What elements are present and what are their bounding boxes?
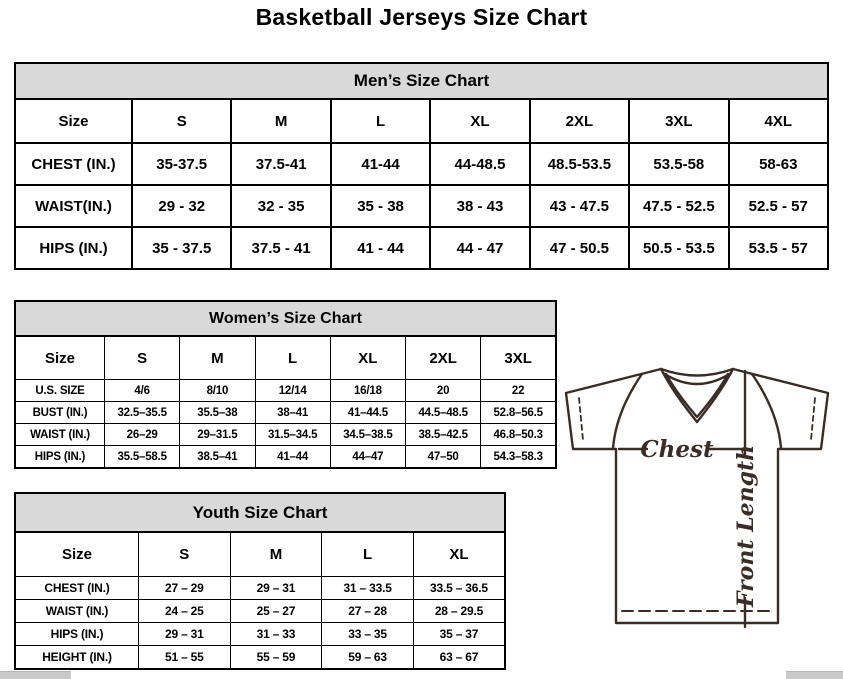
size-header-row <box>15 99 828 143</box>
column-header: XL <box>330 336 405 380</box>
row-label: HEIGHT (IN.) <box>15 646 139 670</box>
size-value-cell: 31.5–34.5 <box>255 424 330 446</box>
mens-size-table <box>14 98 829 270</box>
measurement-row <box>15 623 505 646</box>
size-value-cell: 59 – 63 <box>322 646 414 670</box>
size-value-cell: 50.5 - 53.5 <box>629 227 728 269</box>
size-value-cell: 37.5 - 41 <box>231 227 330 269</box>
mens-size-chart <box>14 62 829 270</box>
size-column-label: Size <box>15 336 105 380</box>
measurement-row <box>15 380 556 402</box>
row-label: WAIST (IN.) <box>15 600 139 623</box>
mens-chart-title: Men’s Size Chart <box>14 62 829 100</box>
size-value-cell: 24 – 25 <box>139 600 231 623</box>
size-value-cell: 52.8–56.5 <box>481 402 556 424</box>
size-value-cell: 12/14 <box>255 380 330 402</box>
size-value-cell: 44–47 <box>330 446 405 469</box>
size-value-cell: 22 <box>481 380 556 402</box>
size-value-cell: 63 – 67 <box>413 646 505 670</box>
size-header-row <box>15 532 505 577</box>
front-length-label: Front Length <box>733 444 759 608</box>
size-value-cell: 47–50 <box>406 446 481 469</box>
size-value-cell: 41-44 <box>331 143 430 185</box>
size-value-cell: 55 – 59 <box>230 646 322 670</box>
row-label: HIPS (IN.) <box>15 623 139 646</box>
size-value-cell: 43 - 47.5 <box>530 185 629 227</box>
size-value-cell: 52.5 - 57 <box>729 185 828 227</box>
horizontal-scrollbar-thumb-left[interactable] <box>0 671 71 679</box>
left-cuff-dashed-line <box>579 398 583 440</box>
row-label: HIPS (IN.) <box>15 227 132 269</box>
size-value-cell: 53.5 - 57 <box>729 227 828 269</box>
right-sleeve-seam <box>752 374 781 448</box>
size-value-cell: 38.5–42.5 <box>406 424 481 446</box>
column-header: L <box>255 336 330 380</box>
size-value-cell: 44 - 47 <box>430 227 529 269</box>
column-header: 3XL <box>629 99 728 143</box>
size-value-cell: 48.5-53.5 <box>530 143 629 185</box>
size-value-cell: 32.5–35.5 <box>105 402 180 424</box>
size-value-cell: 54.3–58.3 <box>481 446 556 469</box>
size-value-cell: 37.5-41 <box>231 143 330 185</box>
size-value-cell: 33 – 35 <box>322 623 414 646</box>
size-value-cell: 29 – 31 <box>139 623 231 646</box>
size-value-cell: 28 – 29.5 <box>413 600 505 623</box>
size-value-cell: 46.8–50.3 <box>481 424 556 446</box>
measurement-row <box>15 600 505 623</box>
youth-chart-title: Youth Size Chart <box>14 492 506 533</box>
size-value-cell: 29 - 32 <box>132 185 231 227</box>
size-value-cell: 29–31.5 <box>180 424 255 446</box>
size-value-cell: 41 - 44 <box>331 227 430 269</box>
size-value-cell: 29 – 31 <box>230 577 322 600</box>
size-value-cell: 4/6 <box>105 380 180 402</box>
measurement-row <box>15 402 556 424</box>
row-label: CHEST (IN.) <box>15 143 132 185</box>
column-header: M <box>231 99 330 143</box>
column-header: 4XL <box>729 99 828 143</box>
size-value-cell: 58-63 <box>729 143 828 185</box>
row-label: HIPS (IN.) <box>15 446 105 469</box>
size-value-cell: 33.5 – 36.5 <box>413 577 505 600</box>
size-header-row <box>15 336 556 380</box>
row-label: CHEST (IN.) <box>15 577 139 600</box>
size-value-cell: 35.5–58.5 <box>105 446 180 469</box>
size-value-cell: 44-48.5 <box>430 143 529 185</box>
column-header: XL <box>430 99 529 143</box>
column-header: S <box>105 336 180 380</box>
right-cuff-dashed-line <box>811 398 815 440</box>
size-value-cell: 16/18 <box>330 380 405 402</box>
size-value-cell: 38 - 43 <box>430 185 529 227</box>
size-value-cell: 31 – 33 <box>230 623 322 646</box>
youth-size-chart <box>14 492 506 670</box>
chest-label: Chest <box>640 436 714 463</box>
row-label: BUST (IN.) <box>15 402 105 424</box>
column-header: 2XL <box>406 336 481 380</box>
size-value-cell: 35-37.5 <box>132 143 231 185</box>
size-value-cell: 51 – 55 <box>139 646 231 670</box>
size-value-cell: 44.5–48.5 <box>406 402 481 424</box>
size-value-cell: 41–44.5 <box>330 402 405 424</box>
column-header: L <box>331 99 430 143</box>
column-header: 2XL <box>530 99 629 143</box>
size-value-cell: 35 - 37.5 <box>132 227 231 269</box>
size-value-cell: 27 – 28 <box>322 600 414 623</box>
size-value-cell: 35 - 38 <box>331 185 430 227</box>
size-value-cell: 25 – 27 <box>230 600 322 623</box>
row-label: WAIST(IN.) <box>15 185 132 227</box>
youth-size-table <box>14 531 506 670</box>
left-sleeve-seam <box>613 374 642 448</box>
size-value-cell: 32 - 35 <box>231 185 330 227</box>
row-label: U.S. SIZE <box>15 380 105 402</box>
size-value-cell: 41–44 <box>255 446 330 469</box>
jersey-outline <box>566 369 828 623</box>
collar-top-arc <box>661 369 733 376</box>
column-header: S <box>139 532 231 577</box>
size-value-cell: 47 - 50.5 <box>530 227 629 269</box>
row-label: WAIST (IN.) <box>15 424 105 446</box>
jersey-measurement-diagram <box>556 360 843 678</box>
column-header: 3XL <box>481 336 556 380</box>
womens-size-chart <box>14 300 557 469</box>
column-header: M <box>180 336 255 380</box>
measurement-row <box>15 577 505 600</box>
womens-chart-title: Women’s Size Chart <box>14 300 557 337</box>
measurement-row <box>15 446 556 469</box>
column-header: L <box>322 532 414 577</box>
size-value-cell: 35.5–38 <box>180 402 255 424</box>
size-value-cell: 53.5-58 <box>629 143 728 185</box>
column-header: S <box>132 99 231 143</box>
measurement-row <box>15 143 828 185</box>
womens-size-table <box>14 335 557 469</box>
size-value-cell: 26–29 <box>105 424 180 446</box>
size-value-cell: 27 – 29 <box>139 577 231 600</box>
column-header: M <box>230 532 322 577</box>
size-value-cell: 47.5 - 52.5 <box>629 185 728 227</box>
measurement-row <box>15 227 828 269</box>
size-value-cell: 8/10 <box>180 380 255 402</box>
size-column-label: Size <box>15 532 139 577</box>
size-value-cell: 20 <box>406 380 481 402</box>
size-value-cell: 34.5–38.5 <box>330 424 405 446</box>
size-column-label: Size <box>15 99 132 143</box>
size-value-cell: 31 – 33.5 <box>322 577 414 600</box>
measurement-row <box>15 424 556 446</box>
horizontal-scrollbar-thumb-right[interactable] <box>786 671 843 679</box>
size-value-cell: 38–41 <box>255 402 330 424</box>
column-header: XL <box>413 532 505 577</box>
size-value-cell: 35 – 37 <box>413 623 505 646</box>
page-title: Basketball Jerseys Size Chart <box>255 4 588 30</box>
measurement-row <box>15 185 828 227</box>
size-value-cell: 38.5–41 <box>180 446 255 469</box>
measurement-row <box>15 646 505 670</box>
